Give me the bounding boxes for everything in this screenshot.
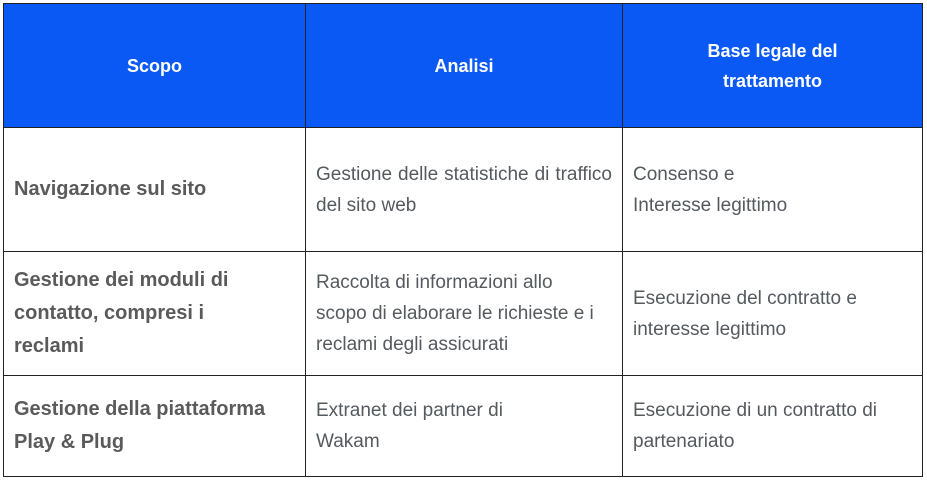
row-legal-basis	[623, 252, 923, 376]
row-analysis: Raccolta di informazioni allo scopo di elaborare le richieste e i reclami degli assicurati	[306, 252, 623, 376]
legal-basis-line: Esecuzione di un contratto di partenariato	[633, 400, 877, 452]
header-analisi: Analisi	[306, 4, 623, 128]
legal-basis-line: Esecuzione del contratto e interesse legittimo	[633, 287, 857, 340]
row-scope: Gestione dei moduli di contatto, compresi i reclami	[4, 252, 306, 376]
legal-basis-line: Consenso e	[633, 163, 735, 185]
row-legal-basis	[623, 128, 923, 252]
row-legal-basis	[623, 376, 923, 477]
row-scope: Navigazione sul sito	[4, 128, 306, 252]
table-row	[4, 128, 923, 252]
row-analysis: Extranet dei partner di Wakam	[306, 376, 623, 477]
table-row	[4, 376, 923, 477]
table-row	[4, 252, 923, 376]
legal-basis-line: Interesse legittimo	[633, 194, 788, 216]
row-scope: Gestione della piattaforma Play & Plug	[4, 376, 306, 477]
row-analysis: Gestione delle statistiche di traffico del sito web	[306, 128, 623, 252]
header-base-legale: Base legale del trattamento	[623, 4, 923, 128]
data-processing-table	[3, 3, 923, 477]
table-header-row	[4, 4, 923, 128]
header-scopo: Scopo	[4, 4, 306, 128]
